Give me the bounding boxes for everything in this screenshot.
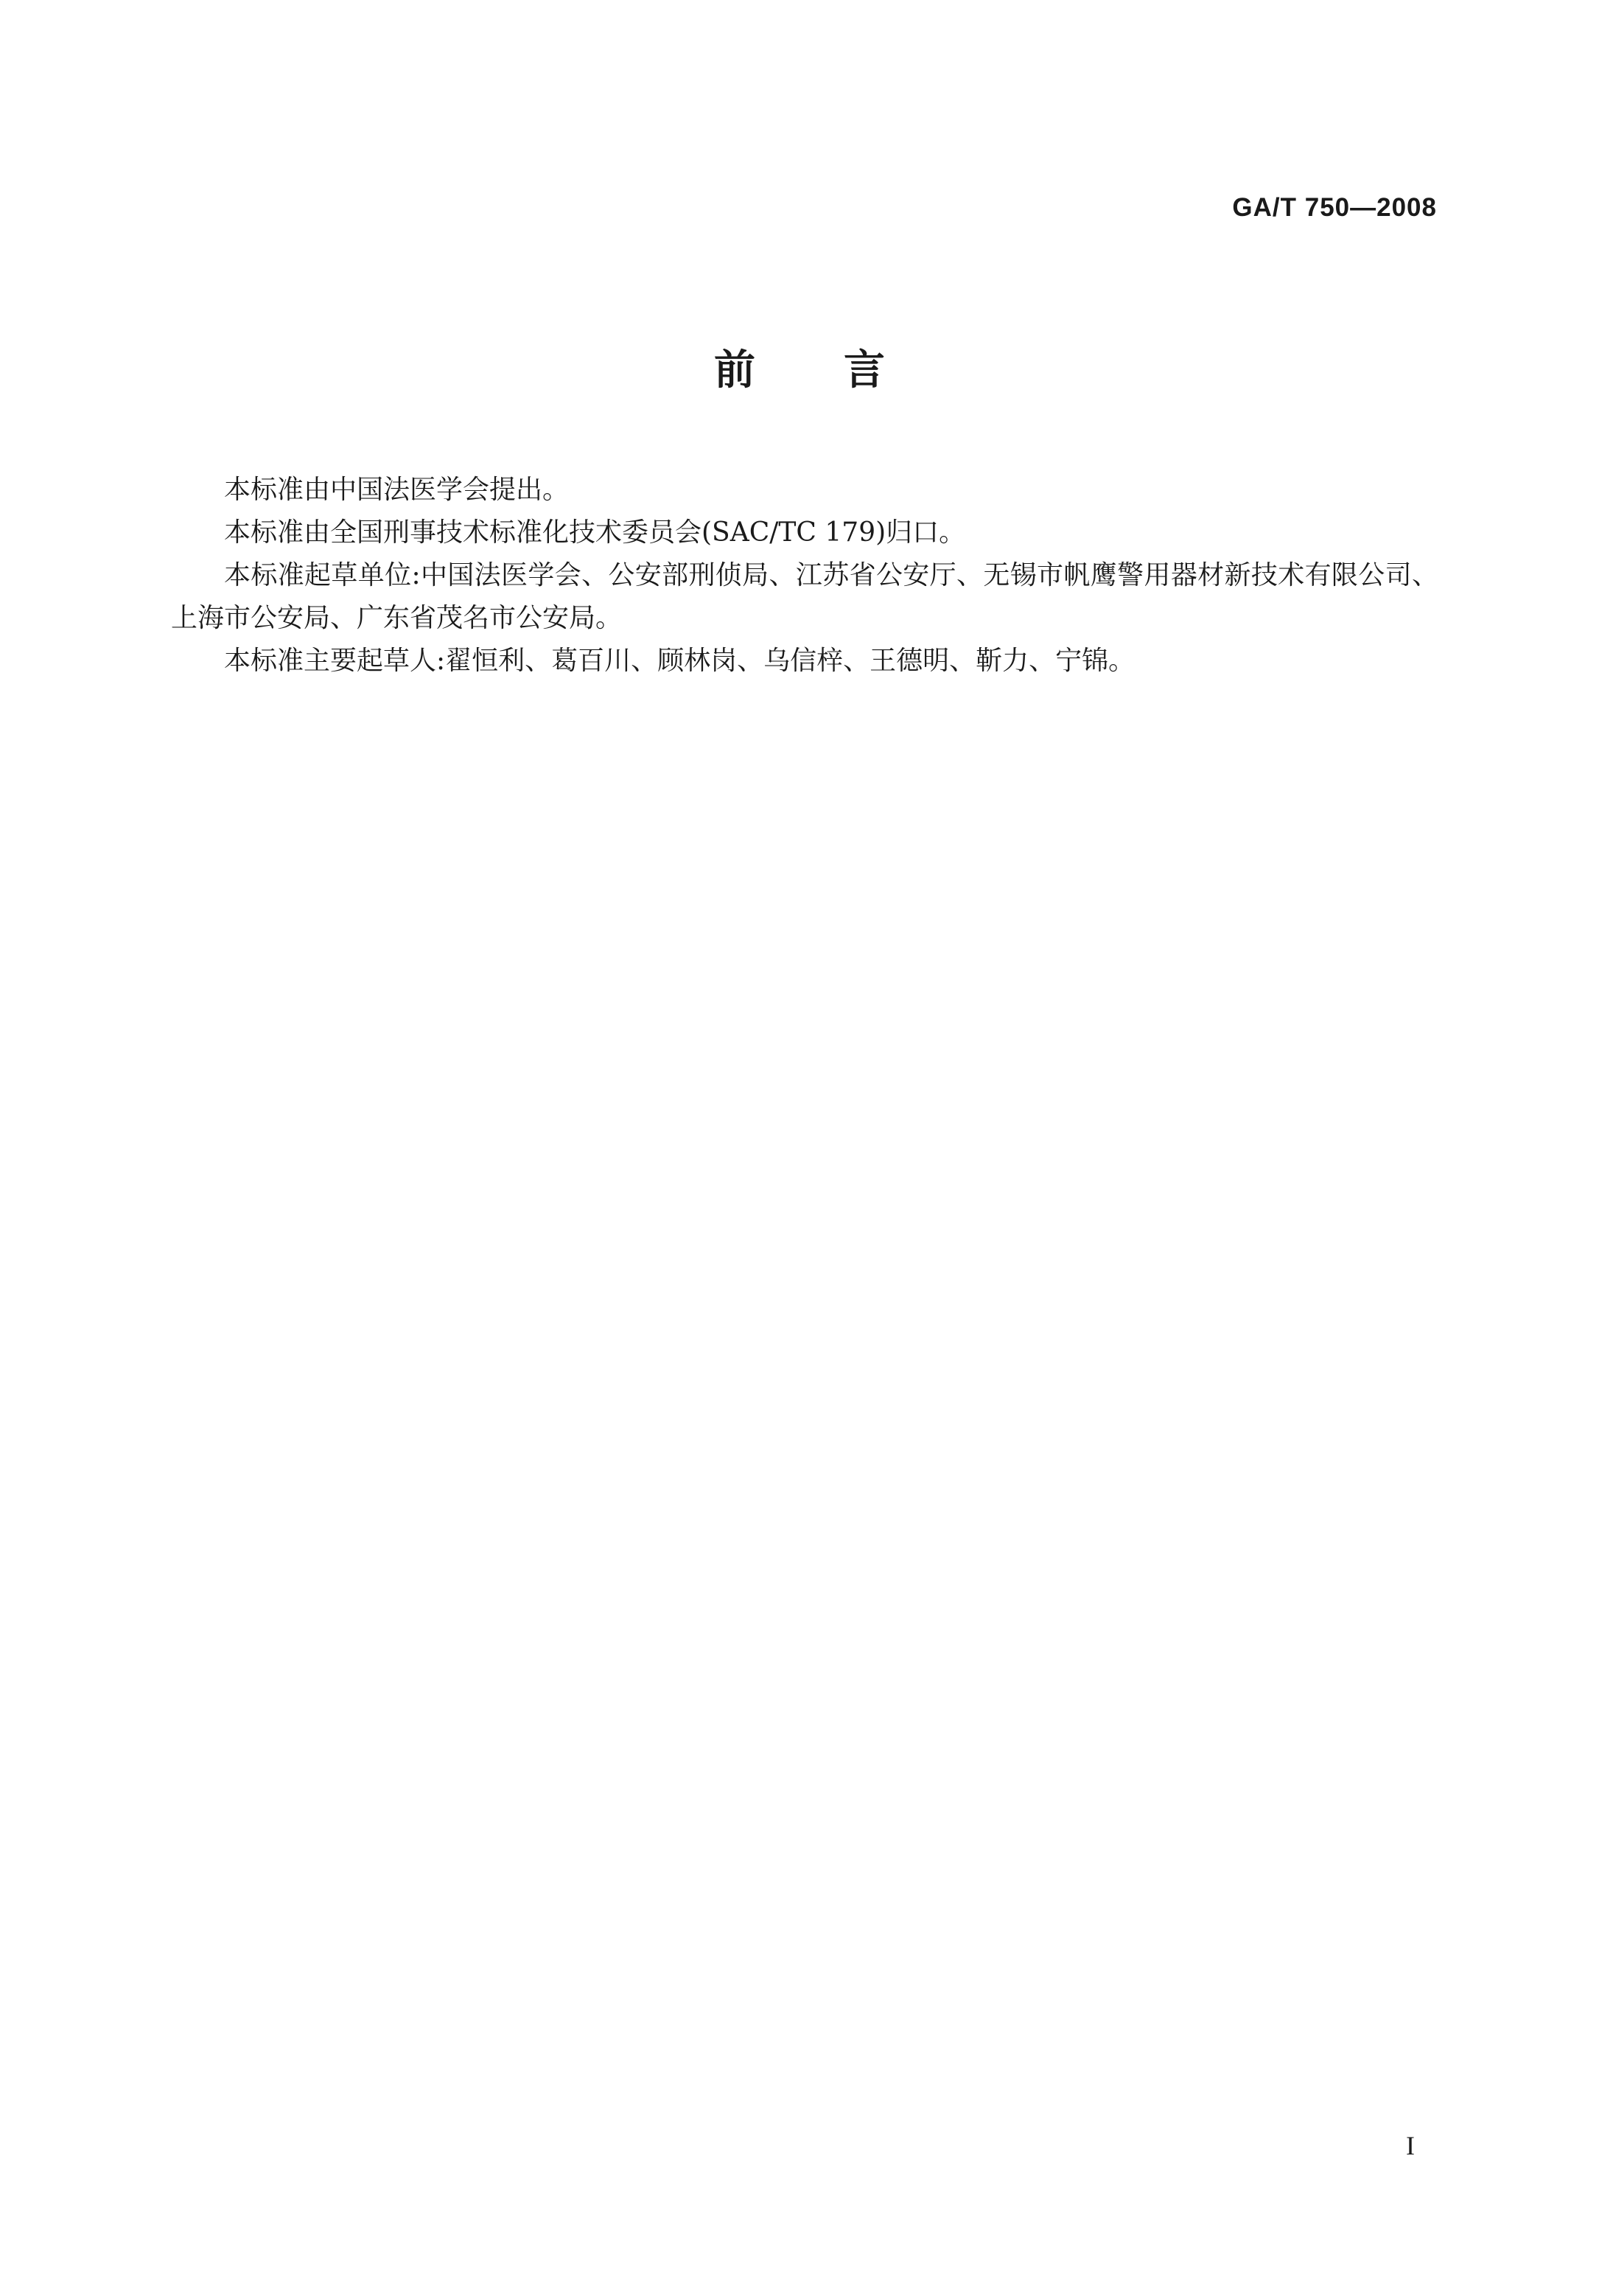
paragraph-proposer: 本标准由中国法医学会提出。 [224, 475, 570, 505]
standard-number: GA/T 750—2008 [1232, 193, 1437, 222]
paragraph-drafters: 本标准主要起草人:翟恒利、葛百川、顾林岗、乌信梓、王德明、靳力、宁锦。 [224, 646, 1136, 676]
paragraph-centralized-unit: 本标准由全国刑事技术标准化技术委员会(SAC/TC 179)归口。 [224, 517, 966, 548]
page-number: I [1406, 2131, 1415, 2160]
foreword-body [171, 469, 1438, 683]
paragraph-drafting-units: 本标准起草单位:中国法医学会、公安部刑侦局、江苏省公安厅、无锡市帆鹰警用器材新技术有限公司、上海市公安局、广东省茂名市公安局。 [171, 560, 1438, 633]
page-title: 前言 [714, 346, 973, 394]
